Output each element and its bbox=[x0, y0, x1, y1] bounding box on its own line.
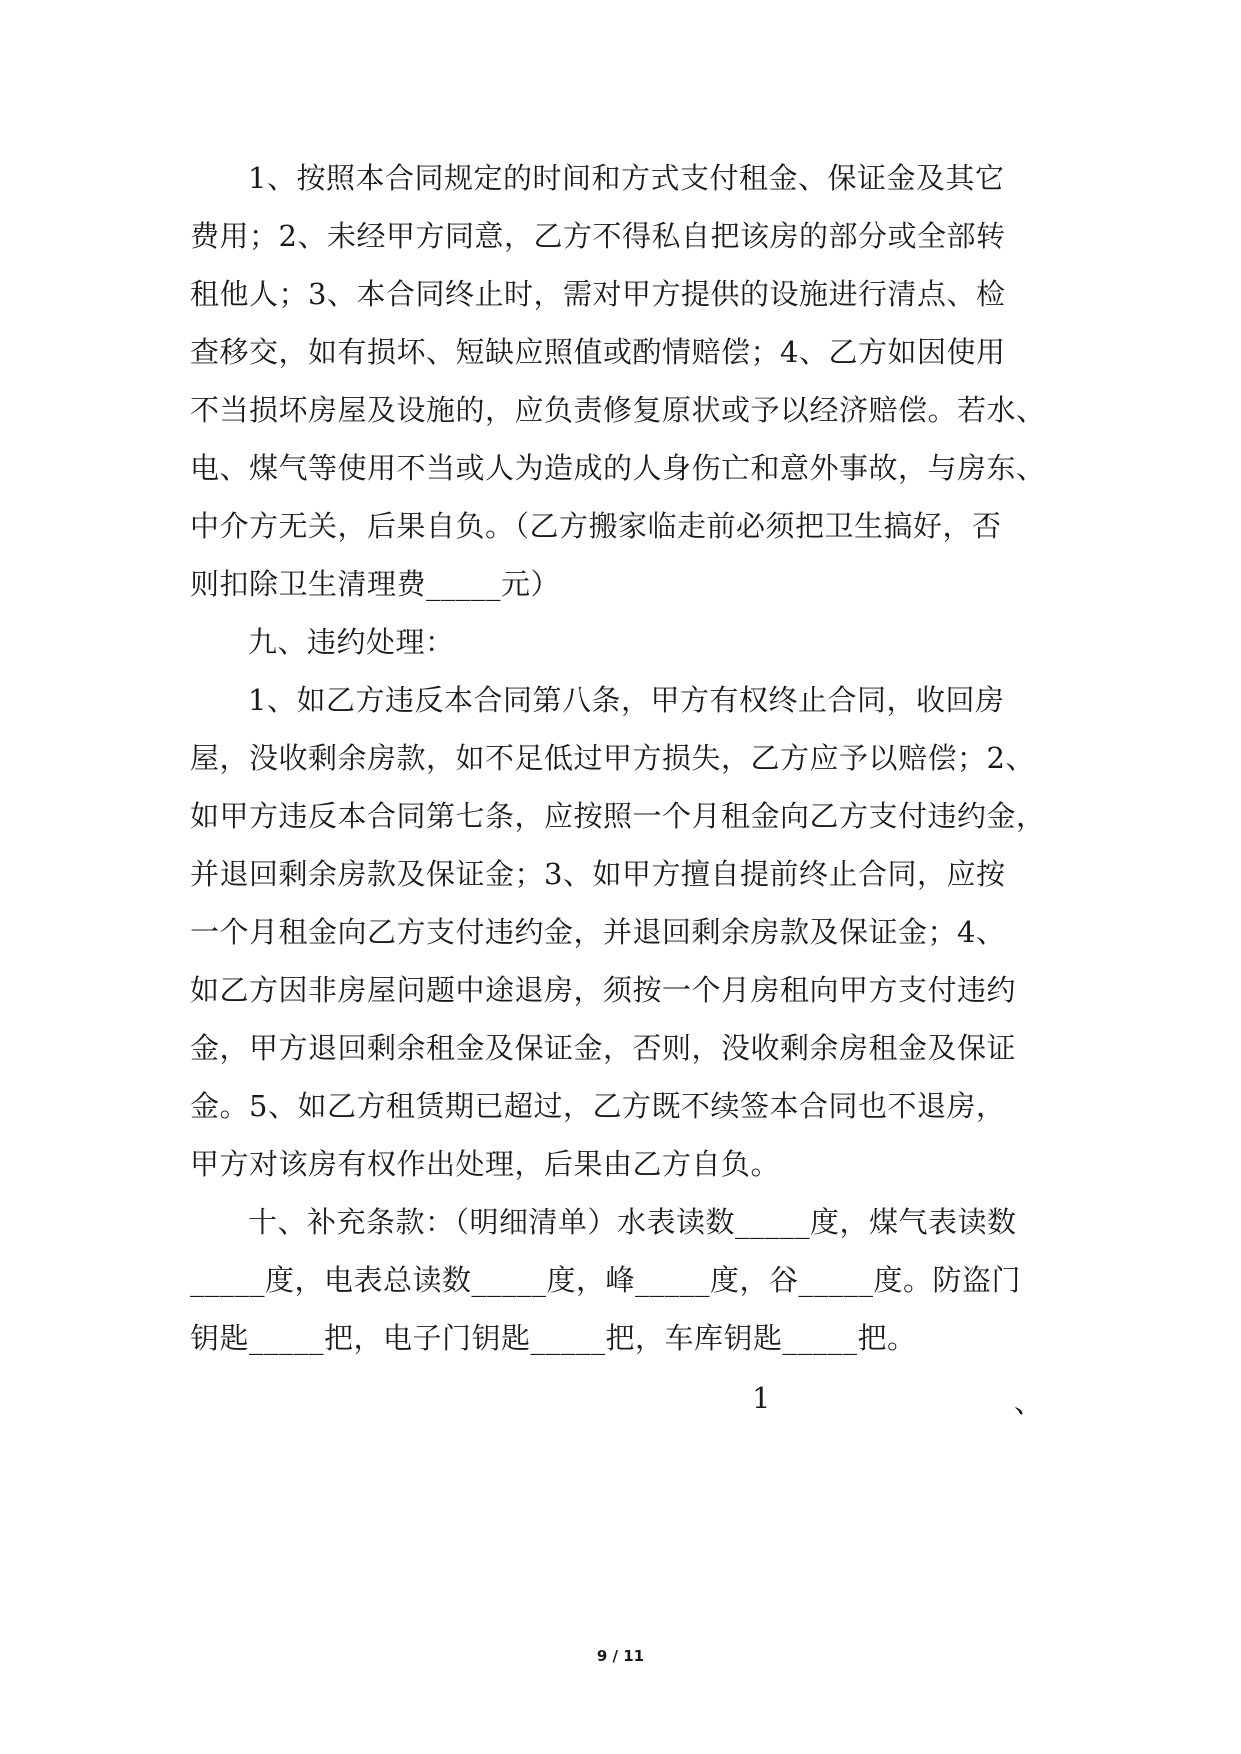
paragraph-line: 一个月租金向乙方支付违约金，并退回剩余房款及保证金；4、 bbox=[190, 915, 1006, 949]
paragraph-line: 如甲方违反本合同第七条，应按照一个月租金向乙方支付违约金， bbox=[190, 799, 1046, 833]
paragraph-line: 屋，没收剩余房款，如不足低过甲方损失，乙方应予以赔偿；2、 bbox=[190, 741, 1035, 775]
paragraph-line: 钥匙_____把，电子门钥匙_____把，车库钥匙_____把。 bbox=[190, 1321, 917, 1355]
paragraph-line: 金。5、如乙方租赁期已超过，乙方既不续签本合同也不退房， bbox=[190, 1089, 1006, 1123]
paragraph-line: 1、如乙方违反本合同第八条，甲方有权终止合同，收回房 bbox=[248, 683, 1005, 717]
paragraph-line: _____度，电表总读数_____度，峰_____度，谷_____度。防盗门 bbox=[190, 1263, 1022, 1297]
paragraph-line: 租他人；3、本合同终止时，需对甲方提供的设施进行清点、检 bbox=[190, 277, 1006, 311]
paragraph-line: 金，甲方退回剩余租金及保证金，否则，没收剩余房租金及保证 bbox=[190, 1031, 1017, 1065]
footer-fragment-mark: 、 bbox=[1014, 1385, 1044, 1419]
paragraph-line: 不当损坏房屋及设施的，应负责修复原状或予以经济赔偿。若水、 bbox=[190, 393, 1046, 427]
paragraph-line: 如乙方因非房屋问题中途退房，须按一个月房租向甲方支付违约 bbox=[190, 973, 1017, 1007]
paragraph-line: 电、煤气等使用不当或人为造成的人身伤亡和意外事故，与房东、 bbox=[190, 451, 1046, 485]
paragraph-line: 中介方无关，后果自负。（乙方搬家临走前必须把卫生搞好，否 bbox=[190, 509, 1002, 543]
paragraph-line: 费用；2、未经甲方同意，乙方不得私自把该房的部分或全部转 bbox=[190, 219, 1006, 253]
paragraph-line: 并退回剩余房款及保证金；3、如甲方擅自提前终止合同，应按 bbox=[190, 857, 1006, 891]
paragraph-line: 查移交，如有损坏、短缺应照值或酌情赔偿；4、乙方如因使用 bbox=[190, 335, 1006, 369]
paragraph-line: 1、按照本合同规定的时间和方式支付租金、保证金及其它 bbox=[248, 161, 1005, 195]
page-number: 9 / 11 bbox=[596, 1647, 645, 1665]
section-heading: 九、违约处理： bbox=[248, 625, 455, 659]
paragraph-line: 甲方对该房有权作出处理，后果由乙方自负。 bbox=[190, 1147, 781, 1181]
section-heading: 十、补充条款：（明细清单）水表读数_____度，煤气表读数 bbox=[248, 1205, 1017, 1239]
paragraph-line: 则扣除卫生清理费_____元） bbox=[190, 567, 561, 601]
footer-fragment-number: 1 bbox=[752, 1381, 771, 1415]
